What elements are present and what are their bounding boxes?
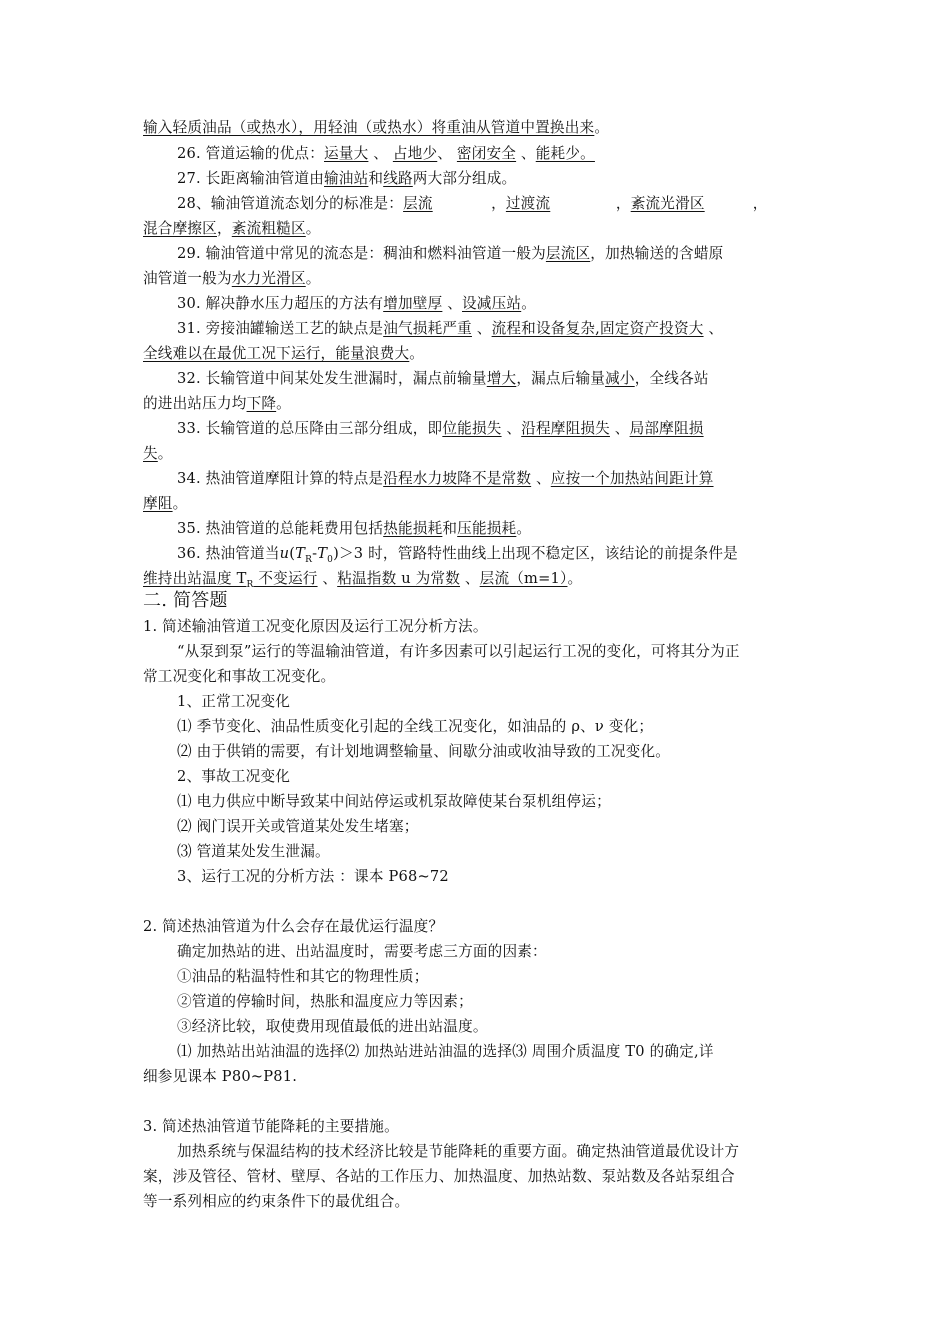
paragraph: “从泵到泵”运行的等温输油管道，有许多因素可以引起运行工况的变化，可将其分为正 [177, 643, 740, 660]
paragraph: 细参见课本 P80~P81. [143, 1068, 298, 1085]
question-28-line2: 混合摩擦区，紊流粗糙区。 [143, 220, 321, 237]
answer-blank: 能耗少。 [535, 145, 595, 162]
list-item: ⑵ 阀门误开关或管道某处发生堵塞； [177, 818, 419, 835]
short-answer-1-question: 1. 简述输油管道工况变化原因及运行工况分析方法。 [143, 618, 488, 635]
answer-blank: 层流 [403, 195, 433, 212]
question-27: 27. 长距离输油管道由输油站和线路两大部分组成。 [177, 170, 517, 187]
answer-blank: 减小 [605, 370, 635, 387]
answer-blank: 局部摩阻损 [629, 420, 704, 437]
question-26: 26. 管道运输的优点：运量大 、 占地少、 密闭安全 、能耗少。 [177, 145, 595, 162]
answer-blank: 位能损失 [442, 420, 502, 437]
question-30: 30. 解决静水压力超压的方法有增加壁厚 、设减压站。 [177, 295, 536, 312]
answer-blank: 水力光滑区 [231, 270, 306, 287]
q25-continuation: 输入轻质油品（或热水），用轻油（或热水）将重油从管道中置换出来。 [143, 119, 610, 136]
answer-blank: 输入轻质油品（或热水），用轻油（或热水）将重油从管道中置换出来 [143, 119, 595, 136]
answer-blank: 紊流光滑区 [630, 195, 705, 212]
list-item: ⑴ 电力供应中断导致某中间站停运或机泵故障使某台泵机组停运； [177, 793, 611, 810]
answer-blank: 占地少 [392, 145, 438, 162]
answer-blank: 运量大 [324, 145, 369, 162]
answer-blank: 失 [143, 445, 158, 462]
short-answer-2-question: 2. 简述热油管道为什么会存在最优运行温度？ [143, 918, 444, 935]
paragraph: ⑴ 加热站出站油温的选择⑵ 加热站进站油温的选择⑶ 周围介质温度 T0 的确定,详 [177, 1043, 714, 1060]
answer-blank: 层流（m=1） [479, 570, 568, 587]
paragraph: 加热系统与保温结构的技术经济比较是节能降耗的重要方面。确定热油管道最优设计方 [177, 1143, 740, 1160]
paragraph: 常工况变化和事故工况变化。 [143, 668, 336, 685]
answer-blank: 输油站 [324, 170, 369, 187]
section-title: 二. 简答题 [143, 590, 228, 611]
answer-blank: 应按一个加热站间距计算 [550, 470, 714, 487]
answer-blank: 下降 [246, 395, 277, 412]
question-29: 29. 输油管道中常见的流态是：稠油和燃料油管道一般为层流区，加热输送的含蜡原 [177, 245, 724, 262]
subheading: 3、运行工况的分析方法 ：课本 P68~72 [177, 868, 449, 885]
paragraph: 确定加热站的进、出站温度时，需要考虑三方面的因素： [177, 943, 547, 960]
answer-blank: 增大 [486, 370, 517, 387]
answer-blank: 维持出站温度 $T_R$ 不变运行 [143, 570, 318, 590]
subheading: 2、事故工况变化 [177, 768, 291, 785]
answer-blank: 油气损耗严重 [383, 320, 472, 337]
answer-blank: 混合摩擦区 [143, 220, 217, 237]
list-item: ②管道的停输时间，热胀和温度应力等因素； [177, 993, 473, 1010]
answer-blank: 全线难以在最优工况下运行，能量浪费大 [143, 345, 410, 362]
question-32: 32. 长输管道中间某处发生泄漏时，漏点前输量增大，漏点后输量减小，全线各站 [177, 370, 709, 387]
question-34-line2: 摩阻。 [143, 495, 188, 512]
question-34: 34. 热油管道摩阻计算的特点是沿程水力坡降不是常数 、应按一个加热站间距计算 [177, 470, 714, 487]
question-35: 35. 热油管道的总能耗费用包括热能损耗和压能损耗。 [177, 520, 532, 537]
short-answer-3-question: 3. 简述热油管道节能降耗的主要措施。 [143, 1118, 399, 1135]
answer-blank: 流程和设备复杂,固定资产投资大 [491, 320, 704, 337]
question-29-line2: 油管道一般为水力光滑区。 [143, 270, 321, 287]
answer-blank: 沿程摩阻损失 [521, 420, 610, 437]
answer-blank: 摩阻 [143, 495, 173, 512]
answer-blank: 压能损耗 [457, 520, 517, 537]
question-32-line2: 的进出站压力均下降。 [143, 395, 291, 412]
subheading: 1、正常工况变化 [177, 693, 291, 710]
list-item: ①油品的粘温特性和其它的物理性质； [177, 968, 429, 985]
answer-blank: 层流区 [545, 245, 591, 262]
list-item: ③经济比较，取使费用现值最低的进出站温度。 [177, 1018, 488, 1035]
question-31-line2: 全线难以在最优工况下运行，能量浪费大。 [143, 345, 425, 362]
answer-blank: 过渡流 [505, 195, 551, 212]
question-36: 36. 热油管道当$u(T_R-T_0)>3$ 时，管路特性曲线上出现不稳定区，该结论的前提条件是 [177, 545, 738, 565]
answer-blank: 沿程水力坡降不是常数 [383, 470, 532, 487]
answer-blank: 热能损耗 [383, 520, 443, 537]
paragraph: 等一系列相应的约束条件下的最优组合。 [143, 1193, 410, 1210]
question-36-line2: 维持出站温度 $T_R$ 不变运行 、粘温指数 u 为常数 、层流（m=1）。 [143, 570, 583, 590]
paragraph: 案，涉及管径、管材、壁厚、各站的工作压力、加热温度、加热站数、泵站数及各站泵组合 [143, 1168, 735, 1185]
answer-blank: 密闭安全 [456, 145, 517, 162]
question-31: 31. 旁接油罐输送工艺的缺点是油气损耗严重 、流程和设备复杂,固定资产投资大 、 [177, 320, 724, 337]
list-item: ⑶ 管道某处发生泄漏。 [177, 843, 330, 860]
answer-blank: 紊流粗糙区 [231, 220, 306, 237]
list-item: ⑴ 季节变化、油品性质变化引起的全线工况变化，如油品的 ρ、ν 变化； [177, 718, 654, 735]
answer-blank: 线路 [383, 170, 413, 187]
question-33-line2: 失。 [143, 445, 173, 462]
question-33: 33. 长输管道的总压降由三部分组成，即位能损失 、沿程摩阻损失 、局部摩阻损 [177, 420, 704, 437]
list-item: ⑵ 由于供销的需要，有计划地调整输量、间歇分油或收油导致的工况变化。 [177, 743, 671, 760]
question-28: 28、输油管道流态划分的标准是：层流 ，过渡流 ，紊流光滑区 ， [177, 195, 768, 212]
answer-blank: 粘温指数 u 为常数 [337, 570, 461, 587]
answer-blank: 设减压站 [462, 295, 522, 312]
answer-blank: 增加壁厚 [383, 295, 443, 312]
